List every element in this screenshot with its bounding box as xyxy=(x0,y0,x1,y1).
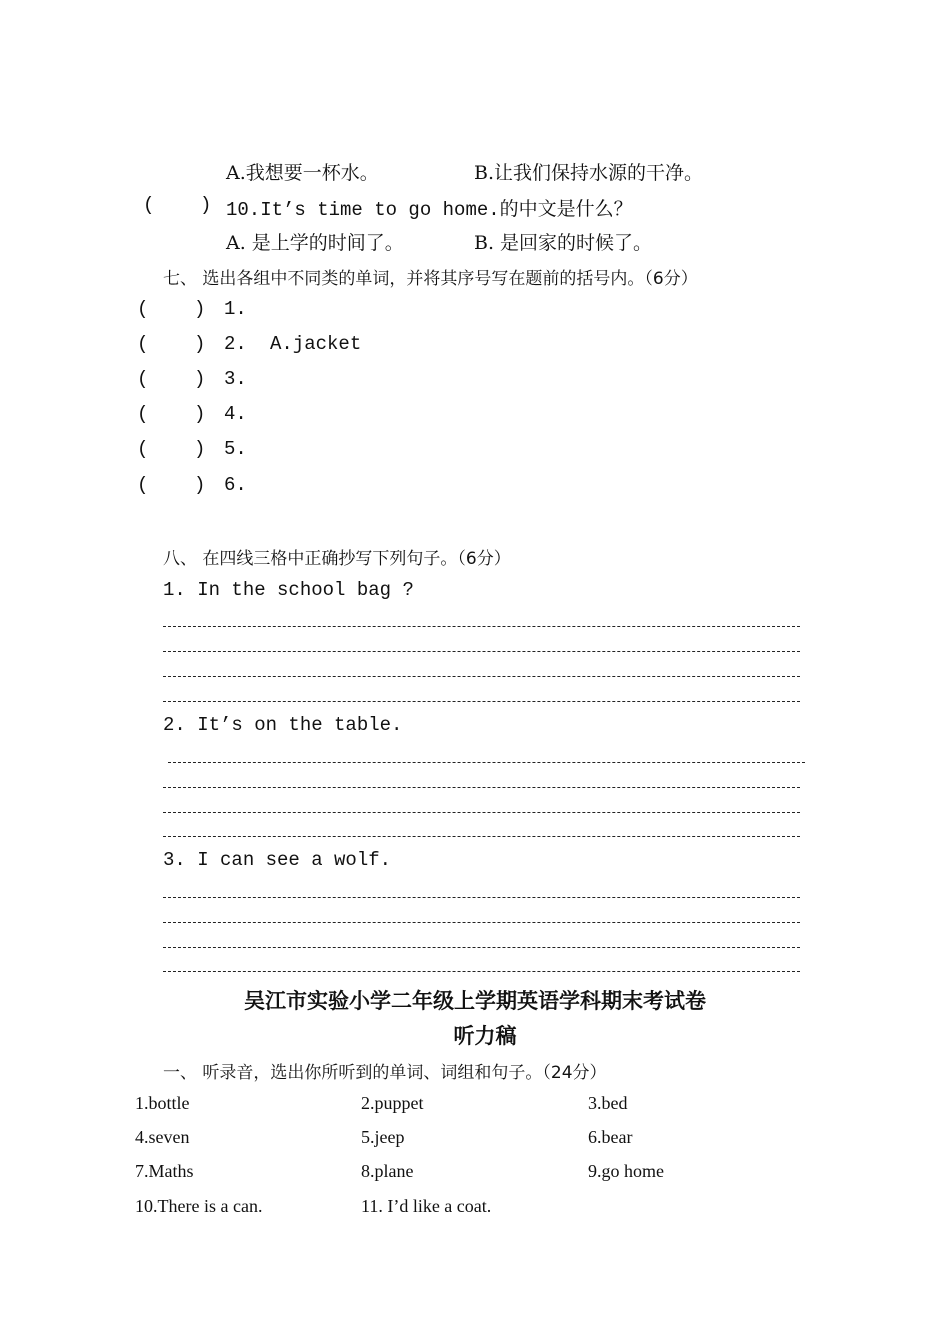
section-8-heading: 八、 在四线三格中正确抄写下列句子。（6分） xyxy=(163,549,511,569)
writing-line[interactable] xyxy=(163,836,800,837)
copy-sentence-1: 1. In the school bag ? xyxy=(163,579,414,601)
copy-sentence-3: 3. I can see a wolf. xyxy=(163,849,392,871)
q9-option-a: A.我想要一杯水。 xyxy=(226,162,379,184)
transcript-section-1-heading: 一、 听录音，选出你所听到的单词、词组和句子。（24分） xyxy=(163,1063,607,1083)
transcript-item: 4.seven xyxy=(135,1127,190,1147)
s7-number-5: 5. xyxy=(224,438,247,460)
transcript-item: 11. I’d like a coat. xyxy=(361,1196,492,1216)
s7-bracket-1[interactable]: ( ) xyxy=(137,298,206,320)
writing-line[interactable] xyxy=(163,812,800,813)
s7-number-1: 1. xyxy=(224,298,247,320)
transcript-item: 9.go home xyxy=(588,1161,664,1181)
writing-line[interactable] xyxy=(163,676,800,677)
section-7-heading: 七、 选出各组中不同类的单词，并将其序号写在题前的括号内。（6分） xyxy=(163,269,698,289)
s7-number-6: 6. xyxy=(224,474,247,496)
q10-question: 10.It’s time to go home.的中文是什么？ xyxy=(226,199,633,221)
s7-bracket-4[interactable]: ( ) xyxy=(137,403,206,425)
q10-option-b: B. 是回家的时候了。 xyxy=(474,232,653,254)
s7-bracket-3[interactable]: ( ) xyxy=(137,368,206,390)
s7-bracket-6[interactable]: ( ) xyxy=(137,474,206,496)
writing-line[interactable] xyxy=(163,897,800,898)
s7-number-4: 4. xyxy=(224,403,247,425)
transcript-subtitle: 听力稿 xyxy=(453,1024,517,1048)
s7-number-3: 3. xyxy=(224,368,247,390)
writing-line[interactable] xyxy=(163,651,800,652)
writing-line[interactable] xyxy=(163,787,800,788)
s7-bracket-5[interactable]: ( ) xyxy=(137,438,206,460)
transcript-title: 吴江市实验小学二年级上学期英语学科期末考试卷 xyxy=(244,989,706,1013)
transcript-item: 1.bottle xyxy=(135,1093,190,1113)
transcript-item: 3.bed xyxy=(588,1093,628,1113)
writing-line[interactable] xyxy=(163,947,800,948)
writing-line[interactable] xyxy=(163,701,800,702)
transcript-item: 6.bear xyxy=(588,1127,633,1147)
s7-number-2: 2. xyxy=(224,333,247,355)
transcript-item: 8.plane xyxy=(361,1161,414,1181)
q10-answer-blank[interactable]: ( ) xyxy=(143,194,212,216)
writing-line[interactable] xyxy=(168,762,805,763)
s7-bracket-2[interactable]: ( ) xyxy=(137,333,206,355)
transcript-item: 10.There is a can. xyxy=(135,1196,263,1216)
transcript-item: 2.puppet xyxy=(361,1093,424,1113)
q9-option-b: B.让我们保持水源的干净。 xyxy=(474,162,704,184)
s7-option-a: A.jacket xyxy=(270,333,362,355)
copy-sentence-2: 2. It’s on the table. xyxy=(163,714,403,736)
writing-line[interactable] xyxy=(163,922,800,923)
writing-line[interactable] xyxy=(163,971,800,972)
writing-line[interactable] xyxy=(163,626,800,627)
transcript-item: 7.Maths xyxy=(135,1161,194,1181)
transcript-item: 5.jeep xyxy=(361,1127,405,1147)
q10-option-a: A. 是上学的时间了。 xyxy=(226,232,404,254)
